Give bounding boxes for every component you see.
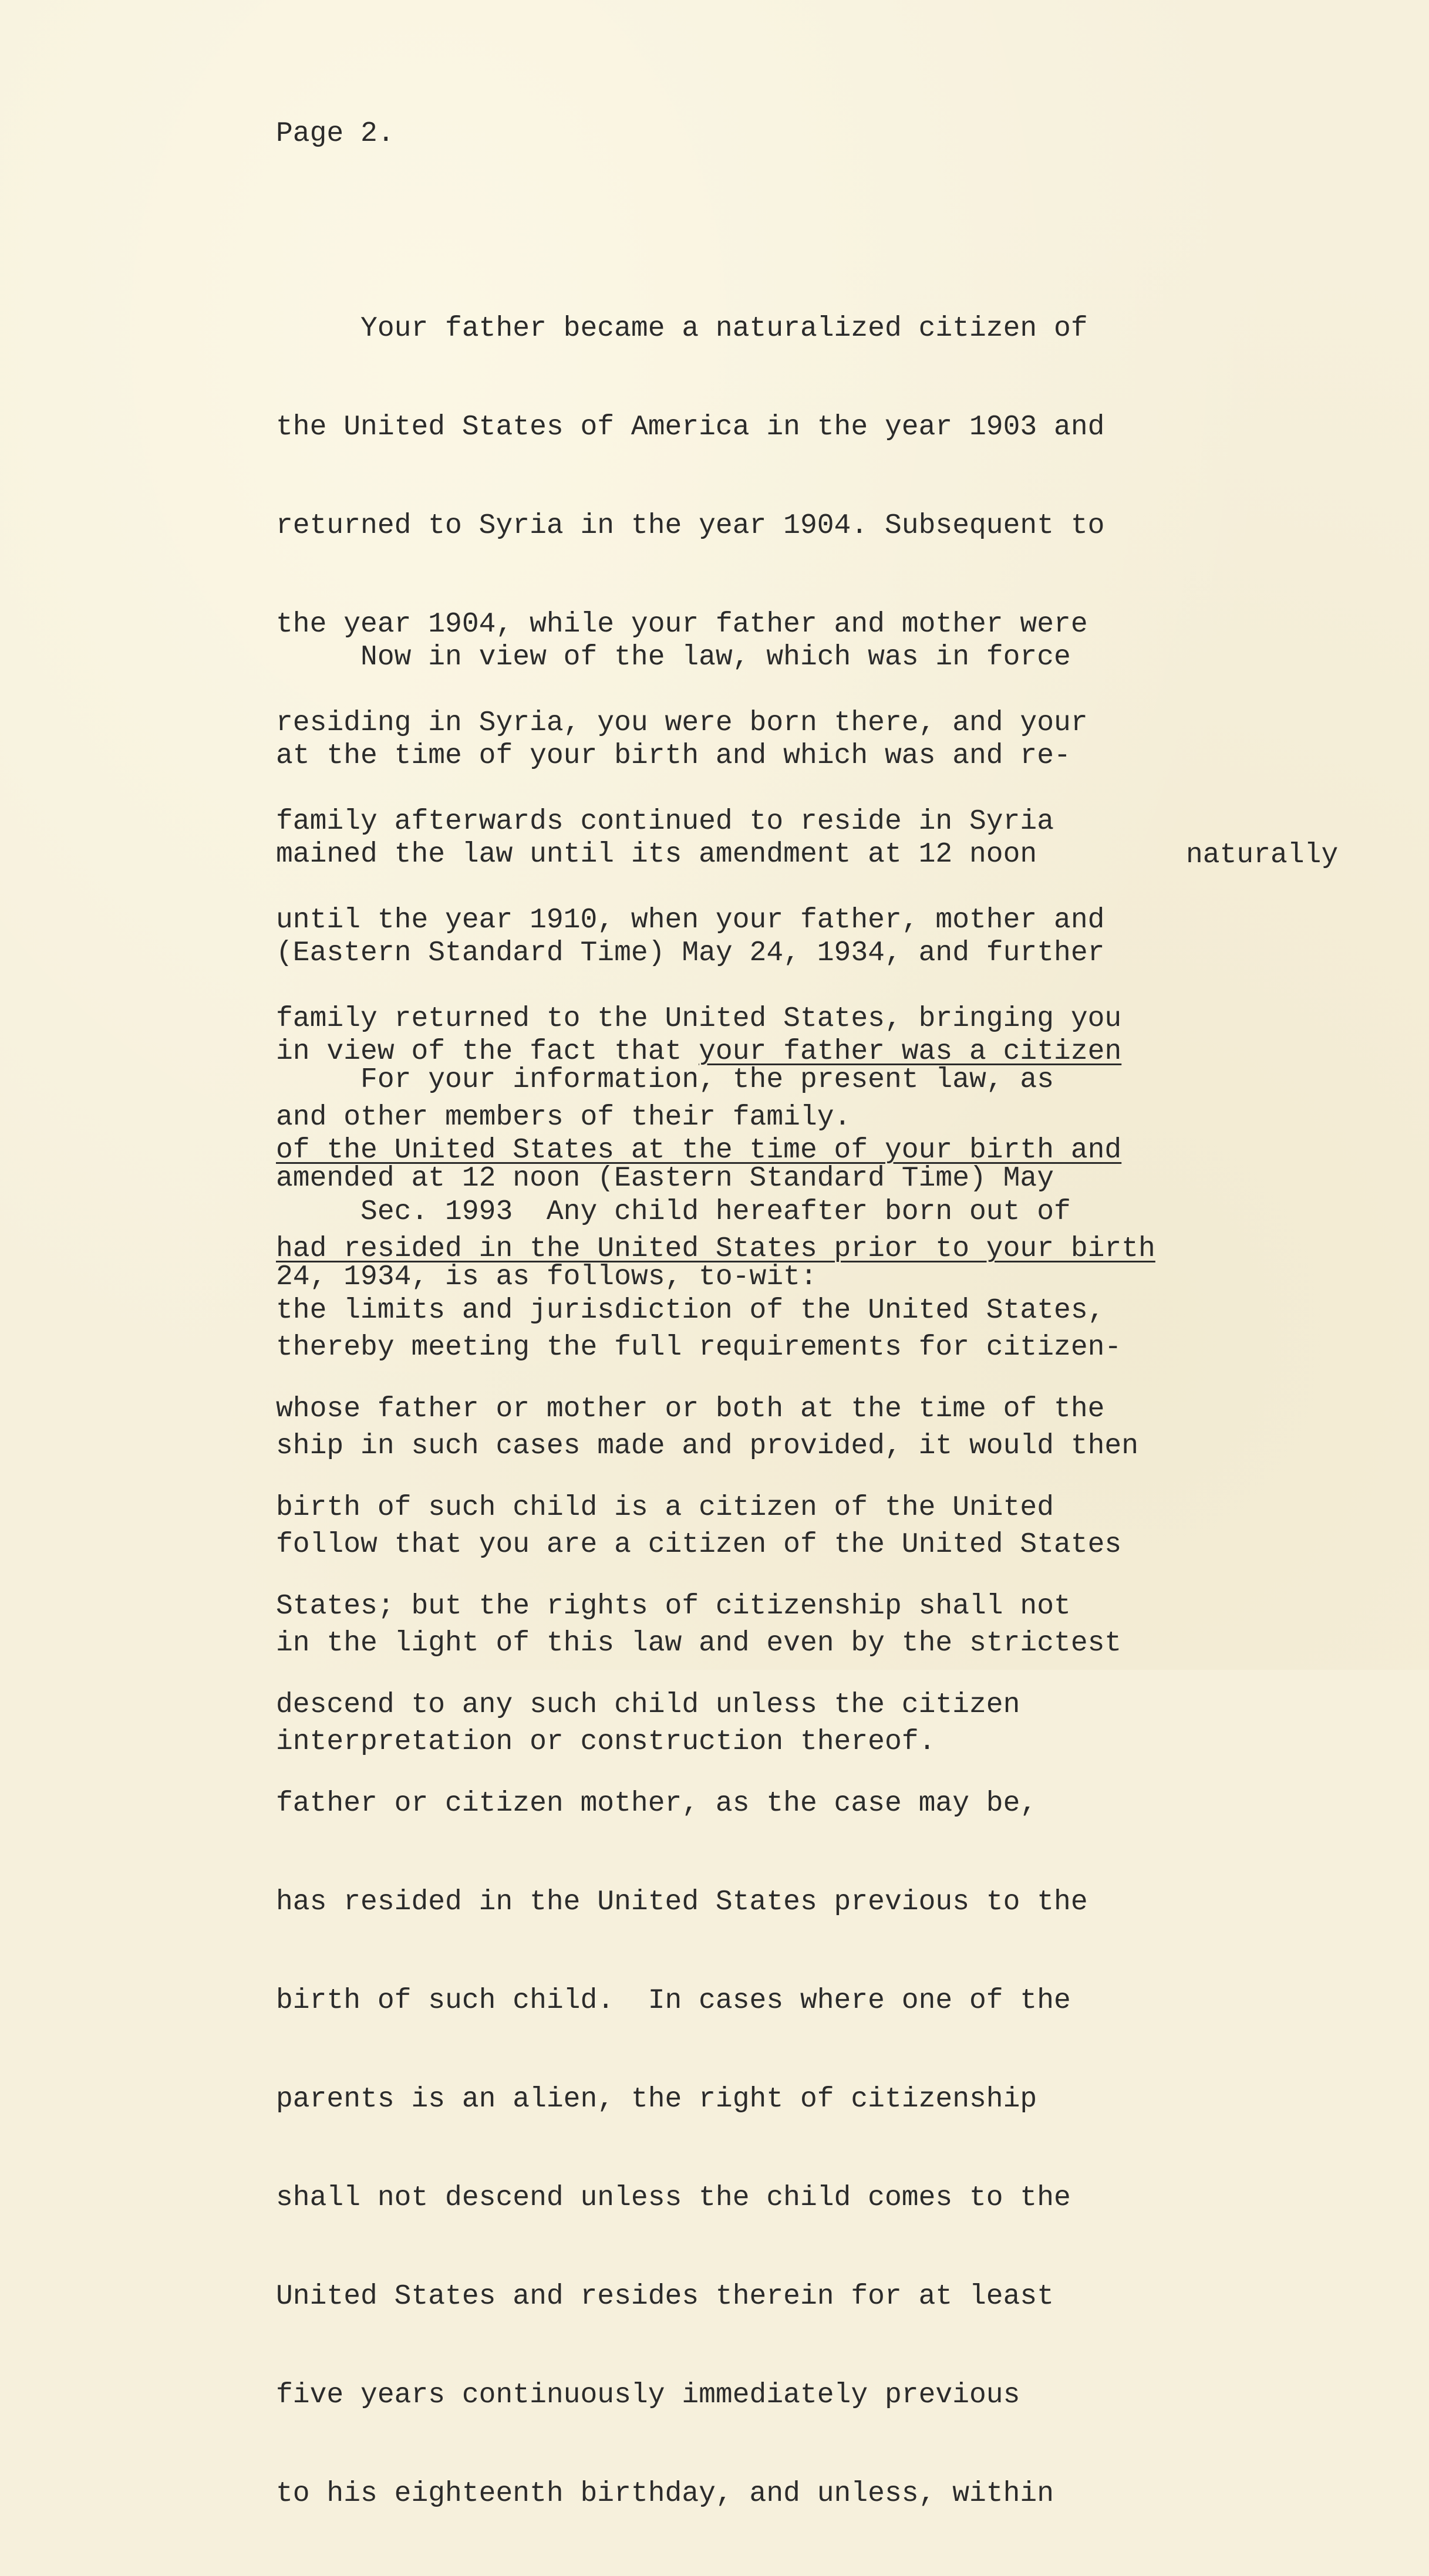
- text-line: father or citizen mother, as the case may be,: [276, 1788, 1037, 1819]
- text-line: returned to Syria in the year 1904. Subsequent to: [276, 510, 1105, 542]
- text-line: descend to any such child unless the citizen: [276, 1689, 1020, 1721]
- text-line: the limits and jurisdiction of the United States,: [276, 1295, 1105, 1326]
- underlined-text-line: had resided in the United States prior to your birth: [276, 1233, 1155, 1265]
- text-line: For your information, the present law, as: [276, 1064, 1054, 1096]
- text-line: shall not descend unless the child comes to the: [276, 2182, 1071, 2214]
- text-line: follow that you are a citizen of the United States: [276, 1529, 1122, 1561]
- text-line: family afterwards continued to reside in Syria: [276, 806, 1054, 838]
- text-line: family returned to the United States, bringing you: [276, 1003, 1122, 1035]
- underlined-text-line: of the United States at the time of your birth and: [276, 1135, 1122, 1166]
- text-line: residing in Syria, you were born there, and your: [276, 707, 1088, 739]
- text-line: at the time of your birth and which was and re-: [276, 740, 1071, 772]
- text-line: amended at 12 noon (Eastern Standard Time) May: [276, 1163, 1054, 1194]
- text-line: United States and resides therein for at least: [276, 2281, 1054, 2312]
- text-line: has resided in the United States previous to the: [276, 1886, 1088, 1918]
- text-line: States; but the rights of citizenship shall not: [276, 1591, 1071, 1622]
- text-line: the United States of America in the year 1903 and: [276, 411, 1105, 443]
- text-line: to his eighteenth birthday, and unless, within: [276, 2478, 1054, 2510]
- margin-insertion-note: naturally: [1186, 839, 1339, 871]
- text-line: the year 1904, while your father and mother were: [276, 609, 1088, 640]
- paragraph-section-1993: [276, 1130, 1427, 2576]
- text-line: Your father became a naturalized citizen of: [276, 313, 1088, 345]
- text-line: interpretation or construction thereof.: [276, 1726, 936, 1758]
- text-segment: in view of the fact that: [276, 1036, 699, 1068]
- text-line: parents is an alien, the right of citizenship: [276, 2084, 1037, 2115]
- text-line: five years continuously immediately previous: [276, 2379, 1020, 2411]
- text-line: until the year 1910, when your father, mother and: [276, 904, 1105, 936]
- text-line: birth of such child. In cases where one of the: [276, 1985, 1071, 2017]
- text-line: (Eastern Standard Time) May 24, 1934, and further: [276, 937, 1105, 969]
- text-line: birth of such child is a citizen of the United: [276, 1492, 1054, 1524]
- text-line: whose father or mother or both at the time of the: [276, 1393, 1105, 1425]
- underlined-text: your father was a citizen: [699, 1036, 1122, 1068]
- page-number: Page 2.: [276, 118, 395, 150]
- text-line: 24, 1934, is as follows, to-wit:: [276, 1261, 817, 1293]
- text-line: Now in view of the law, which was in force: [276, 642, 1071, 673]
- text-line: in the light of this law and even by the strictest: [276, 1628, 1122, 1659]
- text-line: Sec. 1993 Any child hereafter born out of: [276, 1196, 1071, 1228]
- text-line: thereby meeting the full requirements for citizen-: [276, 1332, 1122, 1363]
- text-line: ship in such cases made and provided, it would then: [276, 1430, 1139, 1462]
- text-line: and other members of their family.: [276, 1102, 851, 1133]
- text-line: mained the law until its amendment at 12 noon: [276, 839, 1037, 870]
